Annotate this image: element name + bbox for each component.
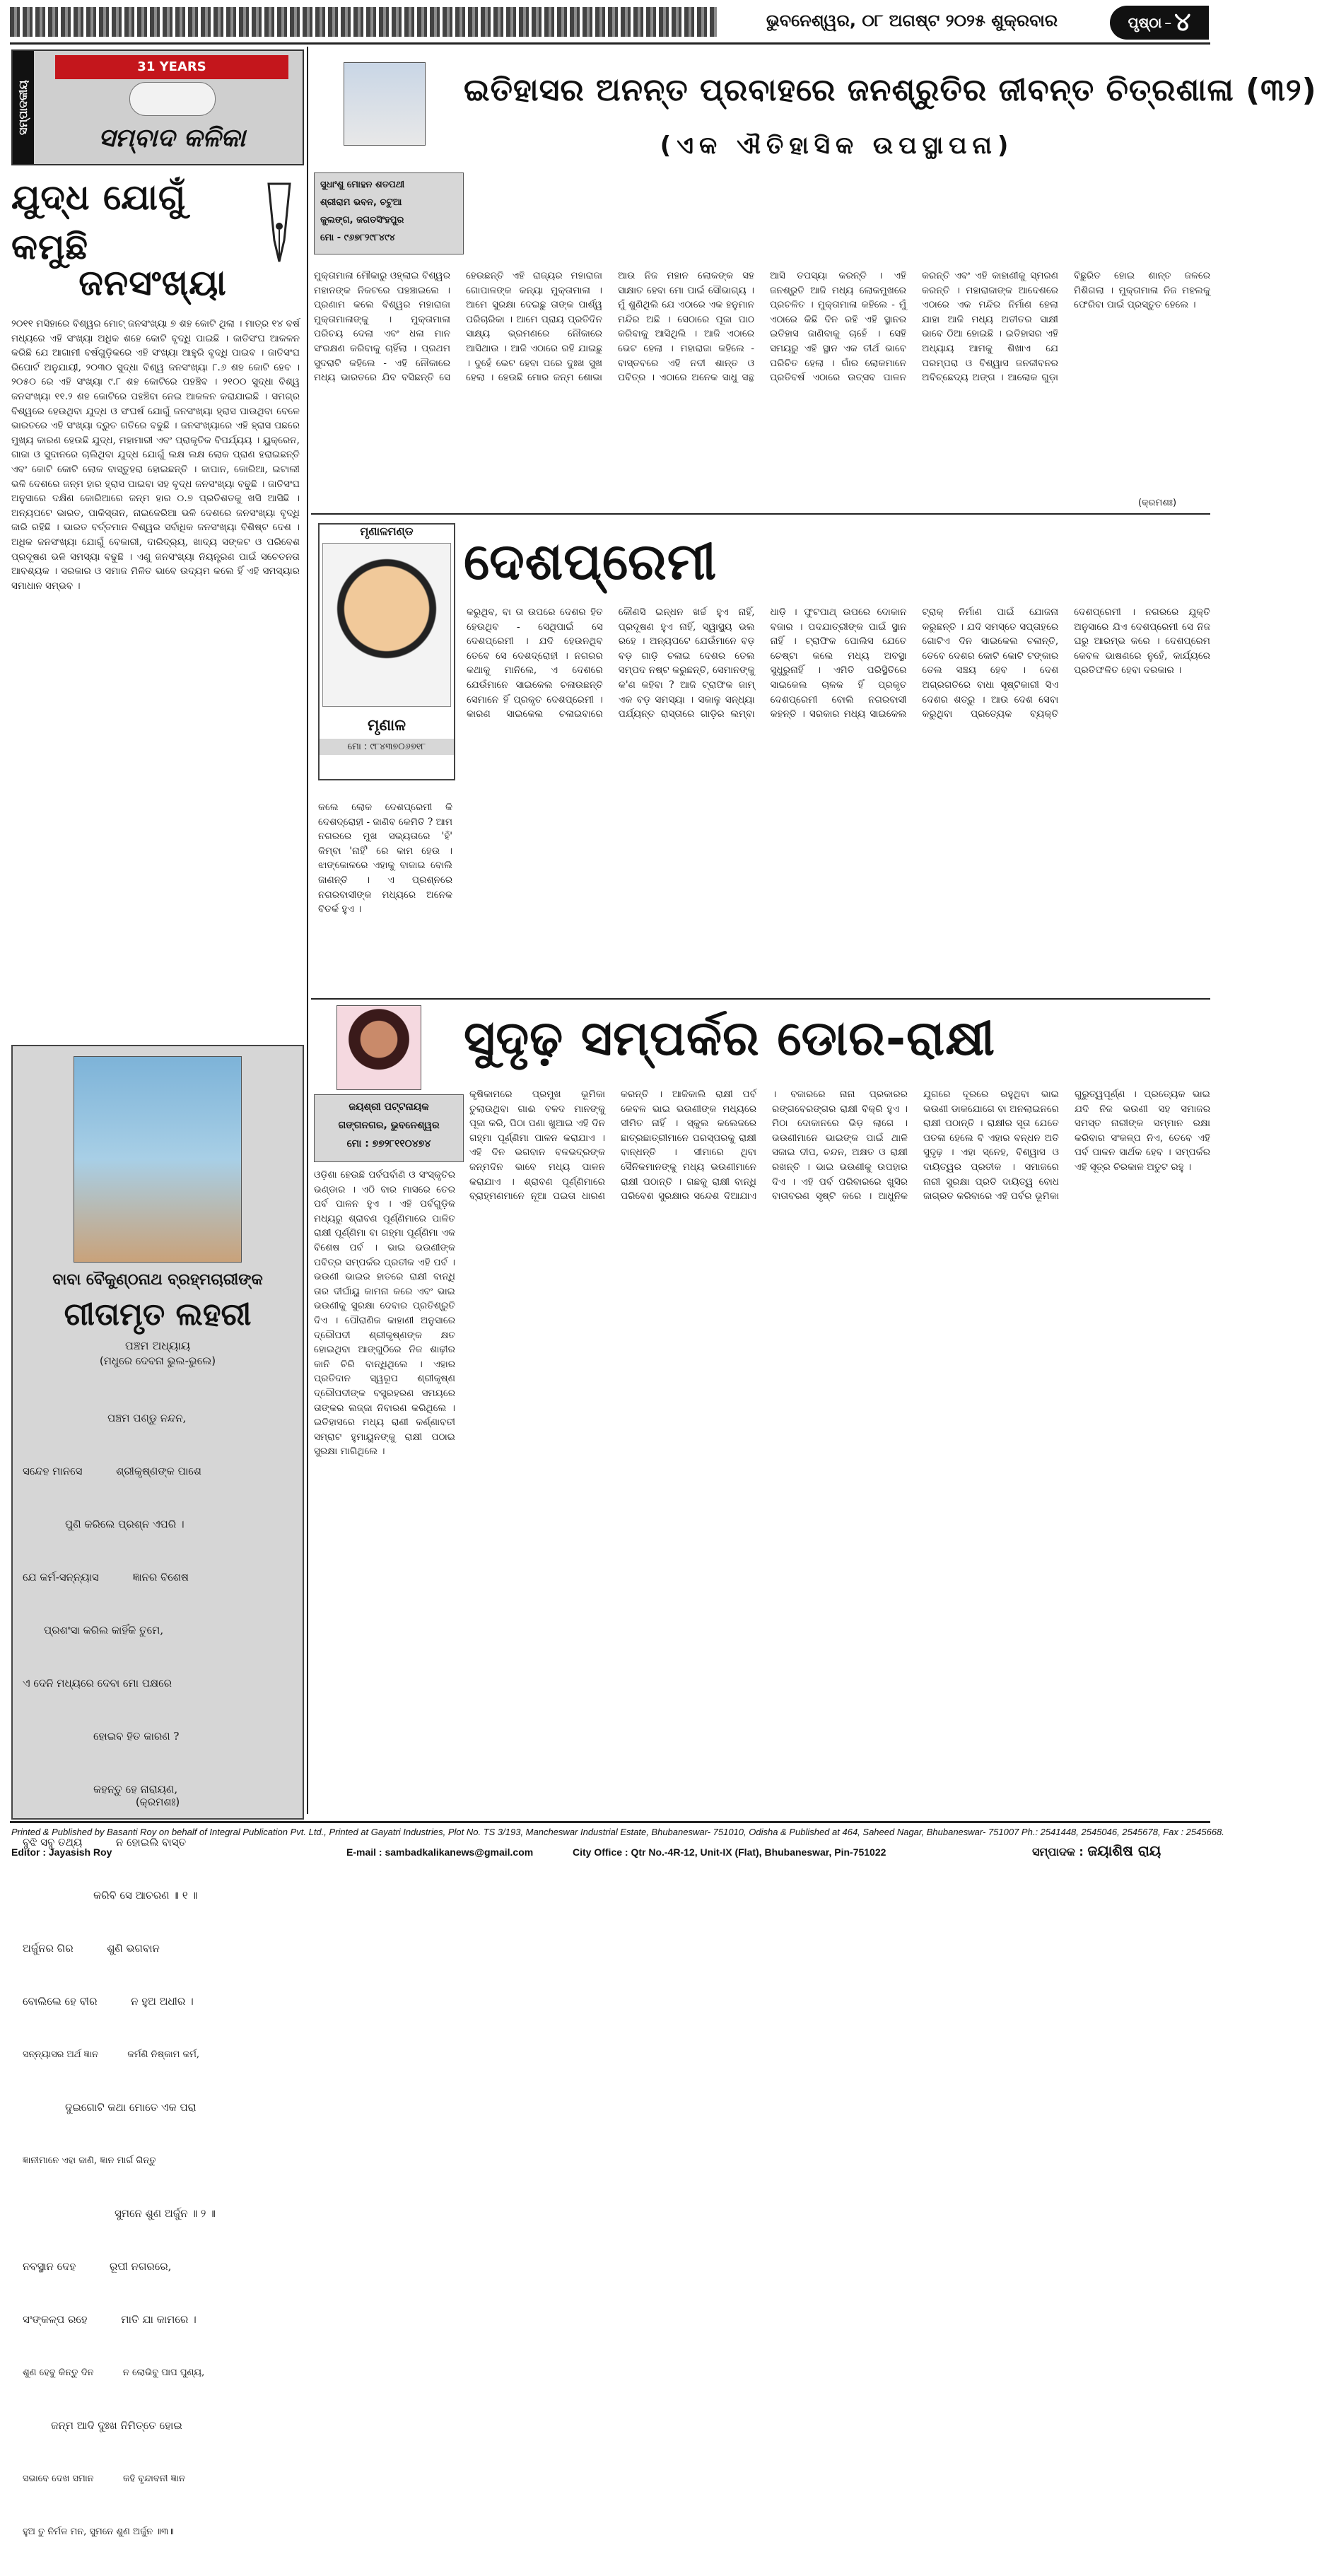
cartoon-caption: ମୃଣାଳମଣ୍ଡ	[360, 525, 414, 538]
poem-line: ସୁମନେ ଶୁଣ ଅର୍ଜୁନ ॥ ୨ ॥	[115, 2207, 216, 2220]
cartoon-author-name: ମୃଣାଳ	[368, 717, 406, 734]
poem-line: ସନ୍ନ୍ୟାସର ଅର୍ଥ ଜ୍ଞାନ କର୍ମଣି ନିଷ୍କାମ କର୍ମ,	[23, 2049, 199, 2060]
page-number: ୪	[1174, 8, 1191, 37]
author1-addr2: କୁଲଙ୍ଗ, ଜଗତସିଂହପୁର	[320, 215, 404, 226]
poem-chapter: ପଞ୍ଚମ ଅଧ୍ୟାୟ	[124, 1339, 191, 1352]
editorial-title-line2: ଜନସଂଖ୍ୟା	[78, 262, 227, 303]
poem-line: ସଂଙ୍କଳ୍ପ ରହେ ମାତି ଯା କାମରେ ।	[23, 2313, 197, 2326]
author3-phone: ମୋ : ୭୭୨୮୧୧୦୪୭୪	[346, 1138, 431, 1149]
poem-line: ଜନ୍ମ ଆଦି ଦୁଃଖ ନିମିତ୍ତେ ହୋଇ	[51, 2419, 182, 2432]
page-label: ପୃଷ୍ଠା	[1128, 14, 1162, 31]
poem-line: କହନ୍ତୁ ହେ ନାରାୟଣ,	[93, 1783, 178, 1796]
poem-title: ଗୀତାମୃତ ଲହରୀ	[64, 1296, 252, 1333]
editorial-body: ୨୦୧୧ ମସିହାରେ ବିଶ୍ୱର ମୋଟ୍ ଜନସଂଖ୍ୟା ୭ ଶହ କୋଟି ଥିଲା । ମାତ୍ର ୧୪ ବର୍ଷ ମଧ୍ୟରେ ଏହି ସଂଖ୍ୟା ଅଧିକ ଶହେ କୋଟି ବୃଦ୍ଧି ପାଇଛି । ଜାତିସଂଘ ଆକଳନ କରିଛି ଯେ ଆଗାମୀ ବର୍ଷଗୁଡ଼ିକରେ ଏହି ସଂଖ୍ୟା ଆହୁରି ବୃଦ୍ଧି ପାଇବ । ଜାତିସଂଘ ରିପୋର୍ଟ ଅନୁଯାୟୀ, ୨୦୩୦ ସୁଦ୍ଧା ବିଶ୍ୱ ଜନସଂଖ୍ୟା ୮.୬ ଶହ କୋଟି ହେବ । ୨୦୫୦ ରେ ଏହି ସଂଖ୍ୟା ୯.୮ ଶହ କୋଟିରେ ପହଞ୍ଚିବ । ୨୧୦୦ ସୁଦ୍ଧା ବିଶ୍ୱ ଜନସଂଖ୍ୟା ୧୧.୨ ଶହ କୋଟିରେ ପହଞ୍ଚିବା ନେଇ ଆକଳନ କରାଯାଇଛି । ସମଗ୍ର ବିଶ୍ୱରେ ହେଉଥିବା ଯୁଦ୍ଧ ଓ ସଂଘର୍ଷ ଯୋଗୁଁ ଜନସଂଖ୍ୟା ହ୍ରାସ ପାଉଥିବା ବେଳେ ଭାରତରେ ଏହି ସଂଖ୍ୟା ଦ୍ରୁତ ଗତିରେ ବଢୁଛି । ଜନସଂଖ୍ୟାରେ ଏହି ହ୍ରାସ ପଛରେ ମୁଖ୍ୟ କାରଣ ହେଉଛି ଯୁଦ୍ଧ, ମହାମାରୀ ଏବଂ ପ୍ରାକୃତିକ ବିପର୍ଯ୍ୟୟ । ୟୁକ୍ରେନ, ଗାଜା ଓ ସୁଦାନରେ ଚାଲିଥିବା ଯୁଦ୍ଧ ଯୋଗୁଁ ଲକ୍ଷ ଲକ୍ଷ ଲୋକ ପ୍ରାଣ ହରାଇଛନ୍ତି ଏବଂ କୋଟି କୋଟି ଲୋକ ବାସ୍ତୁହରା ହୋଇଛନ୍ତି । ଜାପାନ, କୋରିଆ, ଇଟାଲୀ ଭଳି ଦେଶରେ ଜନ୍ମ ହାର ହ୍ରାସ ପାଇବା ସହ ବୃଦ୍ଧ ଜନସଂଖ୍ୟା ବଢୁଛି । ଜାତିସଂଘ ଅନୁସାରେ ଦକ୍ଷିଣ କୋରିଆରେ ଜନ୍ମ ହାର ୦.୭ ପ୍ରତିଶତକୁ ଖସି ଆସିଛି । ଅନ୍ୟପଟେ ଭାରତ, ପାକିସ୍ତାନ, ନାଇଜେରିଆ ଭଳି ଦେଶରେ ଜନସଂଖ୍ୟା ବୃଦ୍ଧି ଜାରି ରହିଛି । ଭାରତ ବର୍ତ୍ତମାନ ବିଶ୍ୱର ସର୍ବାଧିକ ଜନସଂଖ୍ୟା ବିଶିଷ୍ଟ ଦେଶ । ଅଧିକ ଜନସଂଖ୍ୟା ଯୋଗୁଁ ବେକାରୀ, ଦାରିଦ୍ର୍ୟ, ଖାଦ୍ୟ ସଙ୍କଟ ଓ ପରିବେଶ ପ୍ରଦୂଷଣ ଭଳି ସମସ୍ୟା ବଢୁଛି । ଏଣୁ ଜନସଂଖ୍ୟା ନିୟନ୍ତ୍ରଣ ପାଇଁ ସଚେତନତା ଆବଶ୍ୟକ । ସରକାର ଓ ସମାଜ ମିଳିତ ଭାବେ ଉଦ୍ୟମ କଲେ ହିଁ ଏହି ସମସ୍ୟାର ସମାଧାନ ସମ୍ଭବ ।	[11, 318, 300, 592]
masthead-rule	[10, 42, 1210, 45]
author1-box	[314, 172, 464, 254]
page-number-badge: ପୃଷ୍ଠା – ୪	[1110, 6, 1209, 40]
poem-line: ଜ୍ଞାନୀମାନେ ଏହା ଜାଣି, ଜ୍ଞାନ ମାର୍ଗ ଗିନ୍ତୁ	[23, 2155, 156, 2166]
paper-name: ସମ୍ବାଦ କଳିକା	[98, 124, 245, 153]
left-column-rule	[307, 47, 308, 1814]
article3-body-left: ଓଡ଼ିଶା ହେଉଛି ପର୍ବପର୍ବାଣି ଓ ସଂସ୍କୃତିର ଭଣ୍ଡାର । ଏଠି ବାର ମାସରେ ତେର ପର୍ବ ପାଳନ ହୁଏ । ଏହି ପର୍ବଗୁଡ଼ିକ ମଧ୍ୟରୁ ଶ୍ରାବଣ ପୂର୍ଣ୍ଣିମାରେ ପାଳିତ ରାକ୍ଷୀ ପୂର୍ଣ୍ଣିମା ବା ଗହ୍ମା ପୂର୍ଣ୍ଣିମା ଏକ ବିଶେଷ ପର୍ବ । ଭାଇ ଭଉଣୀଙ୍କ ପବିତ୍ର ସମ୍ପର୍କର ପ୍ରତୀକ ଏହି ପର୍ବ । ଭଉଣୀ ଭାଇର ହାତରେ ରାକ୍ଷୀ ବାନ୍ଧି ତାର ଦୀର୍ଘାୟୁ କାମନା କରେ ଏବଂ ଭାଇ ଭଉଣୀକୁ ସୁରକ୍ଷା ଦେବାର ପ୍ରତିଶ୍ରୁତି ଦିଏ । ପୌରାଣିକ କାହାଣୀ ଅନୁସାରେ ଦ୍ରୌପଦୀ ଶ୍ରୀକୃଷ୍ଣଙ୍କ କ୍ଷତ ହୋଇଥିବା ଆଙ୍ଗୁଠିରେ ନିଜ ଶାଢ଼ୀର କାନି ଚିରି ବାନ୍ଧିଥିଲେ । ଏହାର ପ୍ରତିଦାନ ସ୍ୱରୂପ ଶ୍ରୀକୃଷ୍ଣ ଦ୍ରୌପଦୀଙ୍କ ବସ୍ତ୍ରହରଣ ସମୟରେ ତାଙ୍କର ଲଜ୍ଜା ନିବାରଣ କରିଥିଲେ । ଇତିହାସରେ ମଧ୍ୟ ରାଣୀ କର୍ଣ୍ଣାବତୀ ସମ୍ରାଟ ହୁମାୟୁନଙ୍କୁ ରାକ୍ଷୀ ପଠାଇ ସୁରକ୍ଷା ମାଗିଥିଲେ ।	[314, 1169, 455, 1458]
poem-line: ଶୁଣ ହେବୁ କିନ୍ତୁ ଦିନ ନ ଲୋଭିବୁ ପାପ ପୁଣ୍ୟ,	[23, 2367, 205, 2378]
author1-name: ସୁଧାଂଶୁ ମୋହନ ଶତପଥୀ	[320, 180, 405, 190]
emblem-icon	[129, 82, 216, 116]
footer-imprint: Printed & Published by Basanti Roy on behalf of Integral Publication Pvt. Ltd., Printed at Gayatri Industries, Plot No. TS 3/193, Mancheswar Industrial Estate, Bhubaneswar- 751010, Odisha & Published at 464, Saheed Nagar, Bhubaneswar- 751007 Ph.: 2541448, 2545046, 2545678, Fax : 2545668.	[11, 1827, 1224, 1837]
footer-city-office: City Office : Qtr No.-4R-12, Unit-IX (Flat), Bhubaneswar, Pin-751022	[573, 1846, 886, 1858]
article3-body: କୃଷିକାମରେ ପ୍ରମୁଖ ଭୂମିକା ତୁଲାଉଥିବା ଗାଈ ବଳଦ ମାନଙ୍କୁ ପୂଜା କରି, ପିଠା ପଣା ଖୁଆଇ ଏହି ଦିନ ଗହ୍ମା ପୂର୍ଣ୍ଣିମା ପାଳନ କରାଯାଏ । ଏହି ଦିନ ଭଗବାନ ବଳଭଦ୍ରଙ୍କ ଜନ୍ମଦିନ ଭାବେ ମଧ୍ୟ ପାଳନ କରାଯାଏ । ଶ୍ରାବଣ ପୂର୍ଣ୍ଣିମାରେ ବ୍ରାହ୍ମଣମାନେ ନୂଆ ପଇତା ଧାରଣ କରନ୍ତି । ଆଜିକାଲି ରାକ୍ଷୀ ପର୍ବ କେବଳ ଭାଇ ଭଉଣୀଙ୍କ ମଧ୍ୟରେ ସୀମିତ ନାହିଁ । ସ୍କୁଲ କଲେଜରେ ଛାତ୍ରଛାତ୍ରୀମାନେ ପରସ୍ପରକୁ ରାକ୍ଷୀ ବାନ୍ଧନ୍ତି । ସୀମାରେ ଥିବା ସୈନିକମାନଙ୍କୁ ମଧ୍ୟ ଭଉଣୀମାନେ ରାକ୍ଷୀ ପଠାନ୍ତି । ଗଛକୁ ରାକ୍ଷୀ ବାନ୍ଧି ପରିବେଶ ସୁରକ୍ଷାର ସନ୍ଦେଶ ଦିଆଯାଏ । ବଜାରରେ ନାନା ପ୍ରକାରର ରଙ୍ଗବେରଙ୍ଗର ରାକ୍ଷୀ ବିକ୍ରି ହୁଏ । ମିଠା ଦୋକାନରେ ଭିଡ଼ ଲାଗେ । ଭଉଣୀମାନେ ଭାଇଙ୍କ ପାଇଁ ଥାଳି ସଜାଇ ଦୀପ, ଚନ୍ଦନ, ଅକ୍ଷତ ଓ ରାକ୍ଷୀ ରଖନ୍ତି । ଭାଇ ଭଉଣୀକୁ ଉପହାର ଦିଏ । ଏହି ପର୍ବ ପରିବାରରେ ଖୁସିର ବାତାବରଣ ସୃଷ୍ଟି କରେ । ଆଧୁନିକ ଯୁଗରେ ଦୂରରେ ରହୁଥିବା ଭାଇ ଭଉଣୀ ଡାକଯୋଗେ ବା ଅନଲାଇନରେ ରାକ୍ଷୀ ପଠାନ୍ତି । ରାକ୍ଷୀର ସୂତା ଯେତେ ପତଳା ହେଲେ ବି ଏହାର ବନ୍ଧନ ଅତି ସୁଦୃଢ଼ । ଏହା ସ୍ନେହ, ବିଶ୍ୱାସ ଓ ଦାୟିତ୍ୱର ପ୍ରତୀକ । ସମାଜରେ ନାରୀ ସୁରକ୍ଷା ପ୍ରତି ଦାୟିତ୍ୱ ବୋଧ ଜାଗ୍ରତ କରିବାରେ ଏହି ପର୍ବର ଭୂମିକା ଗୁରୁତ୍ୱପୂର୍ଣ୍ଣ । ପ୍ରତ୍ୟେକ ଭାଇ ଯଦି ନିଜ ଭଉଣୀ ସହ ସମାଜର ସମସ୍ତ ନାରୀଙ୍କ ସମ୍ମାନ ରକ୍ଷା କରିବାର ସଂକଳ୍ପ ନିଏ, ତେବେ ଏହି ପର୍ବ ପାଳନ ସାର୍ଥକ ହେବ । ସମ୍ପର୍କର ଏହି ସୂତ୍ର ଚିରକାଳ ଅତୁଟ ରହୁ ।	[469, 1089, 1210, 1202]
poem-lines	[23, 1374, 293, 2576]
poem-footnote: (କ୍ରମଶଃ)	[135, 1796, 180, 1808]
poem-line: ଦୁଇଗୋଟି କଥା ମୋତେ ଏକ ପରା	[65, 2101, 197, 2114]
sampadak-label: ସମ୍ପାଦକ :	[1032, 1845, 1084, 1858]
author3-photo	[336, 1005, 421, 1090]
article2-body-left: କଲେ ଲୋକ ଦେଶପ୍ରେମୀ କି ଦେଶଦ୍ରୋହୀ - ଜାଣିବ କେମିତି ? ଆମ ନଗରରେ ମୁଖ ସଭ୍ୟତାରେ 'ହଁ' କିମ୍ବା 'ନାହିଁ' ରେ କାମ ହେଉ । ଝାଙ୍କୋଳରେ ଏହାକୁ ବାଜାଇ ବୋଲି ଜାଣନ୍ତି । ଏ ପ୍ରଶ୍ନରେ ନଗରବାସୀଙ୍କ ମଧ୍ୟରେ ଅନେକ ବିତର୍କ ହୁଏ ।	[318, 802, 452, 915]
poem-line: ବୁଝି ସବୁ ତଥ୍ୟ ନ ହୋଇଲି ବାସ୍ତ	[23, 1836, 187, 1849]
poem-line: ସଭାବେ ଦେଖ ସମାନ କହି ବୃନ୍ଦାବନୀ ଜ୍ଞାନ	[23, 2473, 185, 2484]
article2-title: ଦେଶପ୍ରେମୀ	[464, 532, 718, 591]
saint-photo	[74, 1056, 242, 1263]
footer-sampadak	[1032, 1842, 1161, 1859]
poem-line: ଏ ଦେନି ମଧ୍ୟରେ ଦେବା ମୋ ପକ୍ଷରେ	[23, 1677, 172, 1690]
author1-addr1: ଶ୍ରୀରାମ ଭବନ, ଚଟୁଆ	[320, 197, 402, 208]
poem-line: ଅର୍ଜୁନର ଗିର ଶୁଣି ଭଗବାନ	[23, 1942, 160, 1955]
article2-rule	[311, 998, 1210, 1000]
footer-email: E-mail : sambadkalikanews@gmail.com	[346, 1846, 534, 1858]
article1-body: ମୁକ୍ତାମାଳା ମୌକାରୁ ଓହ୍ଲାଇ ବିଶ୍ୱର ମହାନଙ୍କ ନିକଟରେ ପହଞ୍ଚାଇଲେ । ପ୍ରଣାମ କଲେ ବିଶ୍ୱର ମହାରାଜା ମୁକ୍ତାମାଳାଙ୍କୁ । ମୁକ୍ତାମାଳା ପରିଚୟ ଦେଲା ଏବଂ ଧଳା ମାନ ସଂରକ୍ଷଣ କରିବାକୁ ଚାହିଁଲା । ପ୍ରଥମ ସୁଦରାଟି କହିଲେ - ଏହି ନୌକାରେ ମଧ୍ୟ ଭାରତରେ ଯିବ ବସିଛନ୍ତି ସେ ହେଉଛନ୍ତି ଏହି ରାଜ୍ୟର ମହାରାଜା ଗୋପାଳଙ୍କ କନ୍ୟା ମୁକ୍ତାମାଳା । ଆମେ ସୁରକ୍ଷା ଦେଇଛୁ ତାଙ୍କ ପାର୍ଶ୍ୱ ପରିଚାରିକା । ଆମେ ପ୍ରାୟ ପ୍ରତିଦିନ ସାକ୍ଷ୍ୟ ଭ୍ରମଣରେ ନୌକାରେ ଆସିଥାଉ । ଆଜି ଏଠାରେ ରହି ଯାଇଛୁ । ଦୁହେଁ ଭେଟ ହେବା ପରେ ଦୁଃଖ ସୁଖ ହେଲା । ହେଉଛି ମୋର ଜନ୍ମ ଶୋଭା ଆଉ ନିଜ ମହାନ ଲୋକଙ୍କ ସହ ସାକ୍ଷାତ ହେବା ମୋ ପାଇଁ ସୌଭାଗ୍ୟ । ମୁଁ ଶୁଣିଥିଲି ଯେ ଏଠାରେ ଏକ ହନୁମାନ ମନ୍ଦିର ଅଛି । ସେଠାରେ ପୂଜା ପାଠ କରିବାକୁ ଆସିଥିଲି । ଆଜି ଏଠାରେ ଭେଟ ହେଲା । ମହାରାଜା କହିଲେ - ବାସ୍ତବରେ ଏହି ନଦୀ ଶାନ୍ତ ଓ ପବିତ୍ର । ଏଠାରେ ଅନେକ ସାଧୁ ସନ୍ଥ ଆସି ତପସ୍ୟା କରନ୍ତି । ଏହି ଜନଶ୍ରୁତି ଆଜି ମଧ୍ୟ ଲୋକମୁଖରେ ପ୍ରଚଳିତ । ମୁକ୍ତାମାଳା କହିଲେ - ମୁଁ ଏଠାରେ କିଛି ଦିନ ରହି ଏହି ସ୍ଥାନର ଇତିହାସ ଜାଣିବାକୁ ଚାହେଁ । ସେହି ସମୟରୁ ଏହି ସ୍ଥାନ ଏକ ତୀର୍ଥ ଭାବେ ପରିଚିତ ହେଲା । ଗାଁର ଲୋକମାନେ ପ୍ରତିବର୍ଷ ଏଠାରେ ଉତ୍ସବ ପାଳନ କରନ୍ତି ଏବଂ ଏହି କାହାଣୀକୁ ସ୍ମରଣ କରନ୍ତି । ମହାରାଜାଙ୍କ ଆଦେଶରେ ଏଠାରେ ଏକ ମନ୍ଦିର ନିର୍ମାଣ ହେଲା ଯାହା ଆଜି ମଧ୍ୟ ଅତୀତର ସାକ୍ଷୀ ଭାବେ ଠିଆ ହୋଇଛି । ଇତିହାସର ଏହି ଅଧ୍ୟାୟ ଆମକୁ ଶିଖାଏ ଯେ ପରମ୍ପରା ଓ ବିଶ୍ୱାସ ଜନଜୀବନର ଅବିଚ୍ଛେଦ୍ୟ ଅଙ୍ଗ । ଆଲୋକ ଗୁଡ଼ା ବିଛୁରିତ ହୋଇ ଶାନ୍ତ ଜଳରେ ମିଶିଗଲା । ମୁକ୍ତାମାଳା ନିଜ ମହଲକୁ ଫେରିବା ପାଇଁ ପ୍ରସ୍ତୁତ ହେଲେ ।	[314, 270, 1210, 384]
poem-subtitle: (ମଧୁରେ ଦେବନା ଭୁଲ-ଭୁଲେ)	[99, 1354, 216, 1367]
article1-rule	[311, 513, 1210, 515]
poem-line: ପଞ୍ଚମ ପଣ୍ଡୁ ନନ୍ଦନ,	[107, 1412, 187, 1424]
footer-rule	[10, 1821, 1210, 1823]
cartoon-author-phone: ମୋ : ୯୮୪୩୭୦୬୭୧୮	[320, 739, 454, 755]
editorial-title-line1: ଯୁଦ୍ଧ ଯୋଗୁଁ କମୁଛି	[11, 177, 187, 267]
article3-title: ସୁଦୃଢ଼ ସମ୍ପର୍କର ଡୋର-ରାକ୍ଷୀ	[464, 1011, 995, 1067]
masthead-date: ଭୁବନେଶ୍ୱର, ୦୮ ଅଗଷ୍ଟ ୨୦୨୫ ଶୁକ୍ରବାର	[766, 11, 1058, 30]
poem-line: ଯେ କର୍ମ-ସନ୍ନ୍ୟାସ ଜ୍ଞାନର ବିଶେଷ	[23, 1571, 189, 1583]
poem-line: କରିବି ସେ ଆଚରଣ ॥ ୧ ॥	[93, 1889, 198, 1902]
author1-phone: ମୋ - ୯୬୭୮୨୯୮୪୯୪	[320, 233, 395, 243]
poem-line: ପୁଣି କରିଲେ ପ୍ରଶ୍ନ ଏପରି ।	[65, 1518, 185, 1530]
article2-body: କରୁଥିବ, ବା ତା ଉପରେ ଦେଶର ହିତ ହେଉଥିବ - ସେଥିପାଇଁ ସେ ଦେଶପ୍ରେମୀ । ଯଦି ହେଉନଥିବ ତେବେ ସେ ଦେଶଦ୍ରୋହୀ । ନଗରର କଥାକୁ ମାନିଲେ, ଏ ଦେଶରେ ଯେଉଁମାନେ ସାଇକେଲ ଚଳାଉଛନ୍ତି ସେମାନେ ହିଁ ପ୍ରକୃତ ଦେଶପ୍ରେମୀ । କାରଣ ସାଇକେଲ ଚଳାଇବାରେ କୌଣସି ଇନ୍ଧନ ଖର୍ଚ୍ଚ ହୁଏ ନାହିଁ, ପ୍ରଦୂଷଣ ହୁଏ ନାହିଁ, ସ୍ୱାସ୍ଥ୍ୟ ଭଲ ରହେ । ଅନ୍ୟପଟେ ଯେଉଁମାନେ ବଡ଼ ବଡ଼ ଗାଡ଼ି ଚଳାଇ ଦେଶର ତେଲ ସମ୍ପଦ ନଷ୍ଟ କରୁଛନ୍ତି, ସେମାନଙ୍କୁ କ'ଣ କହିବା ? ଆଜି ଟ୍ରାଫିକ ଜାମ୍ ଏକ ବଡ଼ ସମସ୍ୟା । ସକାଳୁ ସନ୍ଧ୍ୟା ପର୍ଯ୍ୟନ୍ତ ରାସ୍ତାରେ ଗାଡ଼ିର ଲମ୍ବା ଧାଡ଼ି । ଫୁଟପାଥ୍ ଉପରେ ଦୋକାନ ବଜାର । ପଦଯାତ୍ରୀଙ୍କ ପାଇଁ ସ୍ଥାନ ନାହିଁ । ଟ୍ରାଫିକ ପୋଲିସ ଯେତେ ଚେଷ୍ଟା କଲେ ମଧ୍ୟ ଅବସ୍ଥା ସୁଧୁରୁନାହିଁ । ଏମିତି ପରିସ୍ଥିତିରେ ସାଇକେଲ ଚାଳକ ହିଁ ପ୍ରକୃତ ଦେଶପ୍ରେମୀ ବୋଲି ନଗରବାସୀ କହନ୍ତି । ସରକାର ମଧ୍ୟ ସାଇକେଲ ଟ୍ରାକ୍ ନିର୍ମାଣ ପାଇଁ ଯୋଜନା କରୁଛନ୍ତି । ଯଦି ସମସ୍ତେ ସପ୍ତାହରେ ଗୋଟିଏ ଦିନ ସାଇକେଲ ଚଳାନ୍ତି, ତେବେ ଦେଶର କୋଟି କୋଟି ଟଙ୍କାର ତେଲ ସଞ୍ଚୟ ହେବ । ଦେଶ ଅଗ୍ରଗତିରେ ବାଧା ସୃଷ୍ଟିକାରୀ ସିଏ ଦେଶର ଶତ୍ରୁ । ଆଉ ଦେଶ ସେବା କରୁଥିବା ପ୍ରତ୍ୟେକ ବ୍ୟକ୍ତି ଦେଶପ୍ରେମୀ । ନଗରରେ ଯୁକ୍ତି ଅନୁସାରେ ଯିଏ ଦେଶପ୍ରେମୀ ସେ ନିଜ ଘରୁ ଆରମ୍ଭ କରେ । ଦେଶପ୍ରେମ କେବଳ ଭାଷଣରେ ନୁହେଁ, କାର୍ଯ୍ୟରେ ପ୍ରତିଫଳିତ ହେବା ଦରକାର ।	[467, 607, 1210, 720]
editorial-side-label: ସମ୍ପାଦକୀୟ	[13, 51, 34, 164]
author3-name: ଜୟଶ୍ରୀ ପଟ୍ଟନାୟକ	[349, 1101, 429, 1113]
author3-box	[314, 1094, 464, 1162]
poem-line: ବୋଲିଲେ ହେ ବୀର ନ ହୁଅ ଅଧୀର ।	[23, 1995, 194, 2008]
article1-cont: (କ୍ରମଶଃ)	[1138, 498, 1177, 508]
poem-line: ହୋଇବ ହିତ କାରଣ ?	[93, 1730, 180, 1743]
cartoon-image	[322, 543, 451, 707]
article1-title: ଇତିହାସର ଅନନ୍ତ ପ୍ରବାହରେ ଜନଶ୍ରୁତିର ଜୀବନ୍ତ ଚିତ୍ରଶାଳା (୩୨)	[464, 72, 1317, 108]
poem-line: ହୁଅ ତୁ ନିର୍ମଳ ମନ, ସୁମନେ ଶୁଣ ଅର୍ଜୁନ ॥୩॥	[23, 2527, 174, 2537]
author1-photo	[344, 62, 426, 146]
cartoon-box	[318, 523, 455, 780]
sampadak-name: ଜୟାଶିଷ ରାୟ	[1087, 1842, 1161, 1859]
pen-nib-icon	[262, 177, 297, 269]
editorial-banner	[11, 49, 304, 165]
masthead-ornament	[10, 7, 717, 37]
author3-addr: ଗଙ୍ଗନଗର, ଭୁବନେଶ୍ୱର	[338, 1120, 440, 1131]
years-ribbon: 31 YEARS	[55, 55, 288, 79]
saint-caption: ବାବା ବୈକୁଣ୍ଠନାଥ ବ୍ରହ୍ମଚାରୀଙ୍କ	[52, 1271, 263, 1289]
poem-line: ନବସ୍ଥାନ ଦେହ ରୂପୀ ନଗରରେ,	[23, 2260, 172, 2273]
poem-line: ସନ୍ଦେହ ମାନସେ ଶ୍ରୀକୃଷ୍ଣଙ୍କ ପାଶେ	[23, 1465, 201, 1477]
poem-line: ପ୍ରଶଂସା କରିଲ କାହିଁକି ତୁମେ,	[44, 1624, 164, 1637]
article1-subtitle: (ଏକ ଐତିହାସିକ ଉପସ୍ଥାପନା)	[660, 131, 1014, 160]
footer-editor: Editor : Jayasish Roy	[11, 1846, 112, 1858]
